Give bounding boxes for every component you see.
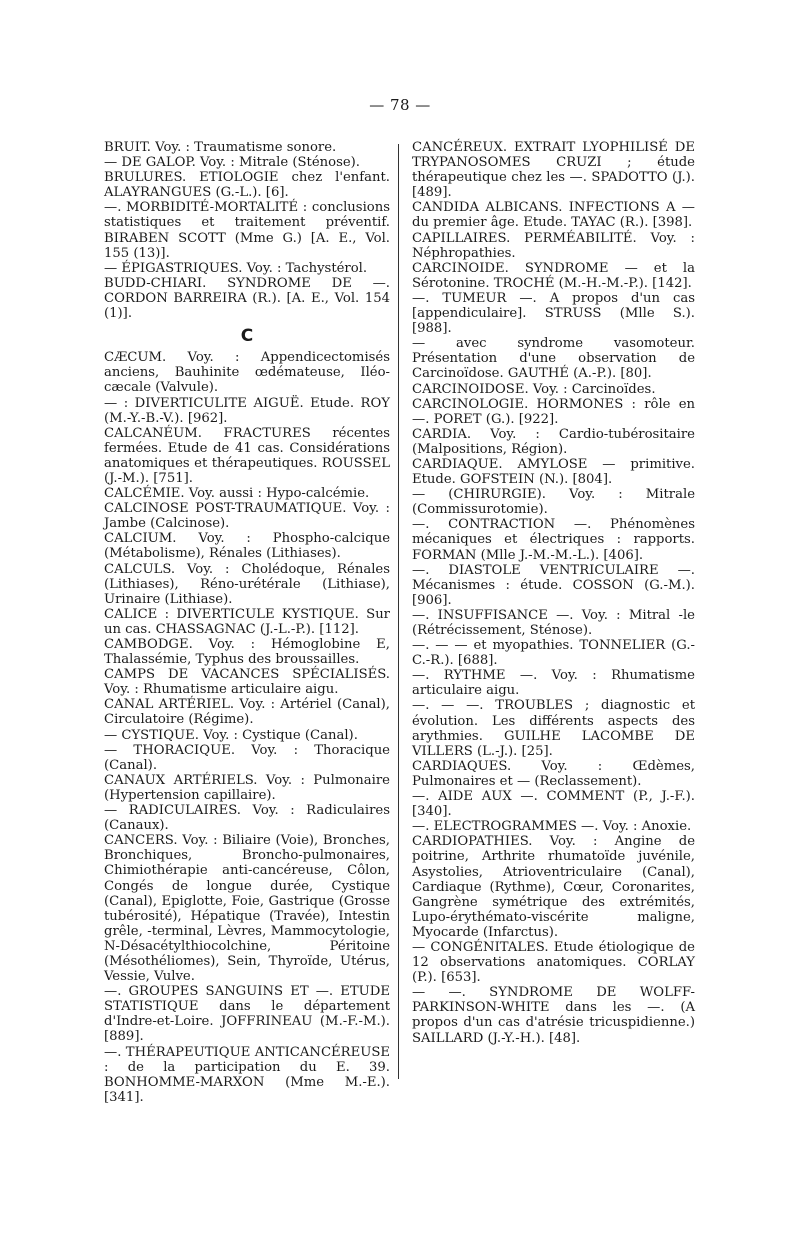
index-entry: CALCIUM. Voy. : Phospho-calcique (Métabolisme), Rénales (Lithiases). xyxy=(104,531,390,562)
index-entry: —. CONTRACTION —. Phénomènes mécaniques et électriques : rapports. FORMAN (Mlle J.-M.-M.-L.). [406]. xyxy=(412,517,695,563)
index-entry: — RADICULAIRES. Voy. : Radiculaires (Canaux). xyxy=(104,803,390,834)
index-entry: — CYSTIQUE. Voy. : Cystique (Canal). xyxy=(104,727,358,743)
index-entry: CAMBODGE. Voy. : Hémoglobine E, Thalassémie, Typhus des broussailles. xyxy=(104,637,390,668)
index-entry: CALCÉMIE. Voy. aussi : Hypo-calcémie. xyxy=(104,486,370,502)
index-entry: — : DIVERTICULITE AIGUË. Etude. ROY (M.-Y.-B.-V.). [962]. xyxy=(104,395,390,426)
index-entry: BRULURES. ETIOLOGIE chez l'enfant. ALAYRANGUES (G.-L.). [6]. xyxy=(104,170,390,201)
index-entry: —. INSUFFISANCE —. Voy. : Mitral -le (Rétrécissement, Sténose). xyxy=(412,607,695,638)
index-entry: CAPILLAIRES. PERMÉABILITÉ. Voy. : Néphropathies. xyxy=(412,230,695,261)
right-entries xyxy=(412,140,695,1046)
index-entry: CARCINOLOGIE. HORMONES : rôle en —. PORET (G.). [922]. xyxy=(412,396,695,427)
index-entry: —. ELECTROGRAMMES —. Voy. : Anoxie. xyxy=(412,819,692,835)
index-entry: —. GROUPES SANGUINS ET —. ETUDE STATISTIQUE dans le département d'Indre-et-Loire. JOFFRINEAU (M.-F.-M.). [889]. xyxy=(104,984,390,1045)
index-entry: —. DIASTOLE VENTRICULAIRE —. Mécanismes : étude. COSSON (G.-M.). [906]. xyxy=(412,562,695,608)
index-entry: — DE GALOP. Voy. : Mitrale (Sténose). xyxy=(104,155,360,171)
index-entry: CARDIAQUE. AMYLOSE — primitive. Etude. GOFSTEIN (N.). [804]. xyxy=(412,456,695,488)
index-entry: CARDIAQUES. Voy. : Œdèmes, Pulmonaires et — (Reclassement). xyxy=(412,758,695,789)
index-entry: —. — —. TROUBLES ; diagnostic et évolution. Les différents aspects des arythmies. GUILHE LACOMBE DE VILLERS (L.-J.). [25]. xyxy=(412,698,695,759)
index-entry: — THORACIQUE. Voy. : Thoracique (Canal). xyxy=(104,742,390,773)
index-entry: — ÉPIGASTRIQUES. Voy. : Tachystérol. xyxy=(104,260,368,276)
index-entry: CANCÉREUX. EXTRAIT LYOPHILISÉ DE TRYPANOSOMES CRUZI ; étude thérapeutique chez les —. SPADOTTO (J.). [489]. xyxy=(412,140,695,201)
index-entry: BRUIT. Voy. : Traumatisme sonore. xyxy=(104,140,337,155)
left-entries-before xyxy=(104,140,390,321)
index-entry: —. THÉRAPEUTIQUE ANTICANCÉREUSE : de la participation du E. 39. BONHOMME-MARXON (Mme M.-E.). [341]. xyxy=(104,1044,390,1105)
index-entry: CANAL ARTÉRIEL. Voy. : Artériel (Canal), Circulatoire (Régime). xyxy=(104,697,390,728)
column-divider xyxy=(398,144,399,1079)
index-entry: CANAUX ARTÉRIELS. Voy. : Pulmonaire (Hypertension capillaire). xyxy=(104,772,390,803)
index-entry: CALCANÉUM. FRACTURES récentes fermées. Etude de 41 cas. Considérations anatomiques et thérapeutiques. ROUSSEL (J.-M.). [751]. xyxy=(104,425,390,486)
index-entry: CAMPS DE VACANCES SPÉCIALISÉS. Voy. : Rhumatisme articulaire aigu. xyxy=(104,667,390,698)
index-entry: CALCINOSE POST-TRAUMATIQUE. Voy. : Jambe (Calcinose). xyxy=(104,501,390,532)
index-entry: —. RYTHME —. Voy. : Rhumatisme articulaire aigu. xyxy=(412,668,695,699)
index-entry: CALICE : DIVERTICULE KYSTIQUE. Sur un cas. CHASSAGNAC (J.-L.-P.). [112]. xyxy=(104,606,390,637)
index-entry: CARDIOPATHIES. Voy. : Angine de poitrine, Arthrite rhumatoïde juvénile, Asystolies, Atrioventriculaire (Canal), Cardiaque (Rythme), Cœur, Coronarites, Gangrène symétrique des extrémités, Lupo-érythémato-viscérite maligne, Myocarde (Infarctus). xyxy=(412,834,695,940)
left-column xyxy=(104,140,390,1105)
right-column xyxy=(412,140,695,1046)
index-entry: CALCULS. Voy. : Cholédoque, Rénales (Lithiases), Réno-urétérale (Lithiase), Urinaire (Lithiase). xyxy=(104,561,390,607)
index-entry: — avec syndrome vasomoteur. Présentation d'une observation de Carcinoïdose. GAUTHÉ (A.-P.). [80]. xyxy=(412,336,695,382)
index-entry: — (CHIRURGIE). Voy. : Mitrale (Commissurotomie). xyxy=(412,487,695,518)
index-entry: CARDIA. Voy. : Cardio-tubérositaire (Malpositions, Région). xyxy=(412,426,695,457)
index-entry: —. — — et myopathies. TONNELIER (G.-C.-R.). [688]. xyxy=(412,638,695,669)
index-entry: CARCINOIDE. SYNDROME — et la Sérotonine. TROCHÉ (M.-H.-M.-P.). [142]. xyxy=(412,260,695,291)
index-entry: — CONGÉNITALES. Etude étiologique de 12 observations anatomiques. CORLAY (P.). [653]. xyxy=(412,939,695,986)
index-entry: —. AIDE AUX —. COMMENT (P., J.-F.). [340]. xyxy=(412,789,695,820)
index-entry: BUDD-CHIARI. SYNDROME DE —. CORDON BARREIRA (R.). [A. E., Vol. 154 (1)]. xyxy=(104,275,390,322)
section-letter: C xyxy=(240,326,254,347)
index-entry: CARCINOIDOSE. Voy. : Carcinoïdes. xyxy=(412,381,656,397)
index-entry: —. TUMEUR —. A propos d'un cas [appendiculaire]. STRUSS (Mlle S.). [988]. xyxy=(412,290,695,337)
left-entries-after xyxy=(104,350,390,1105)
index-entry: — —. SYNDROME DE WOLFF-PARKINSON-WHITE dans les —. (A propos d'un cas d'atrésie tricuspidienne.) SAILLARD (J.-Y.-H.). [48]. xyxy=(412,985,695,1046)
index-entry: CÆCUM. Voy. : Appendicectomisés anciens, Bauhinite œdémateuse, Iléo-cæcale (Valvule). xyxy=(104,350,390,396)
page-number: — 78 — xyxy=(369,96,431,114)
index-entry: CANDIDA ALBICANS. INFECTIONS A — du premier âge. Etude. TAYAC (R.). [398]. xyxy=(412,200,695,231)
index-entry: CANCERS. Voy. : Biliaire (Voie), Bronches, Bronchiques, Broncho-pulmonaires, Chimiothérapie anti-cancéreuse, Côlon, Congés de longue durée, Cystique (Canal), Epiglotte, Foie, Gastrique (Grosse tubérosité), Hépatique (Travée), Intestin grêle, -terminal, Lèvres, Mammocytologie, N-Désacétylthiocolchine, Péritoine (Mésothéliomes), Sein, Thyroïde, Utérus, Vessie, Vulve. xyxy=(104,833,390,985)
index-entry: —. MORBIDITÉ-MORTALITÉ : conclusions statistiques et traitement préventif. BIRABEN SCOTT (Mme G.) [A. E., Vol. 155 (13)]. xyxy=(104,200,390,261)
